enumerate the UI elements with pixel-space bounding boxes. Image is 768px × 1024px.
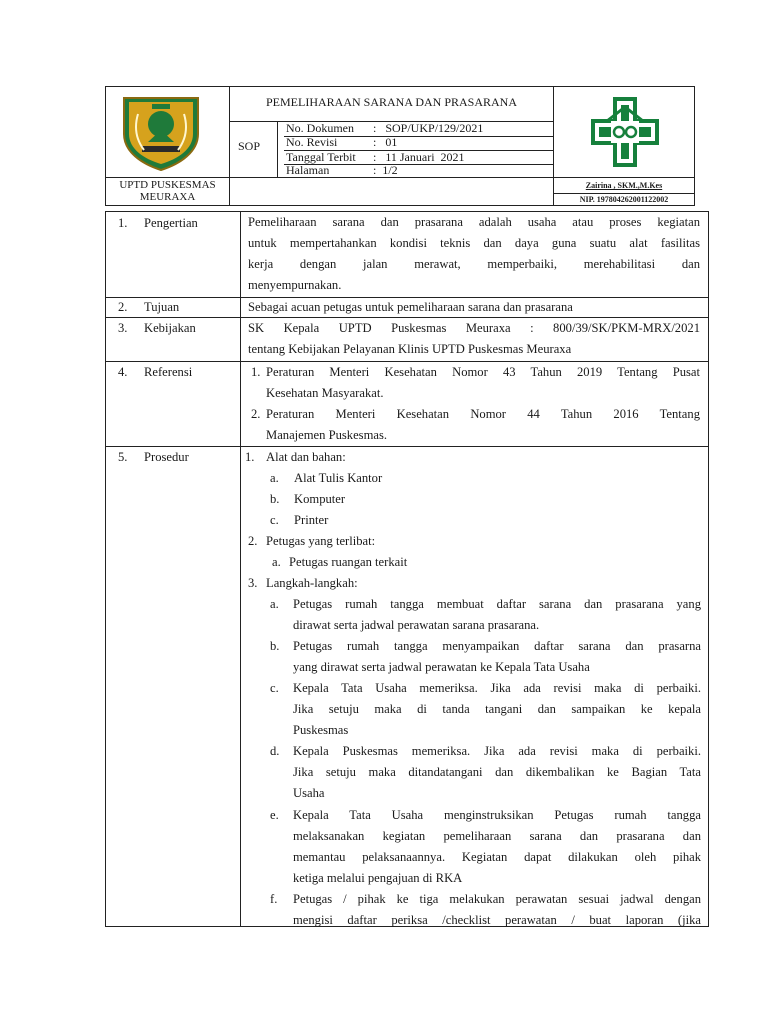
meta-value-tanggal-terbit: : 11 Januari 2021 [373, 150, 465, 164]
row-number-pengertian: 1. [118, 216, 128, 230]
list-item: Printer [294, 513, 329, 527]
row-number-kebijakan: 3. [118, 321, 128, 335]
document-title: PEMELIHARAAN SARANA DAN PRASARANA [265, 95, 518, 109]
prosedur-step-heading: Alat dan bahan: [266, 450, 346, 464]
list-letter: b. [270, 639, 280, 653]
text-line: Kepala Puskesmas memeriksa. Jika ada revisi maka di perbaiki. [293, 744, 701, 758]
langkah-item-e [293, 805, 701, 889]
text-line: kerja dengan jalan merawat, memperbaiki, merehabilitasi dan [248, 257, 700, 271]
signatory-nip: NIP. 197804262001122002 [579, 195, 669, 204]
meta-value-no-dokumen: : SOP/UKP/129/2021 [373, 121, 484, 135]
meta-value-halaman: : 1/2 [373, 164, 398, 177]
row-number-tujuan: 2. [118, 300, 128, 314]
doc-type-label: SOP [238, 139, 261, 153]
list-letter: a. [272, 555, 281, 569]
text-line: Peraturan Menteri Kesehatan Nomor 43 Tahun 2019 Tentang Pusat [266, 365, 700, 379]
text-line: Manajemen Puskesmas. [266, 428, 388, 442]
referensi-item-1 [266, 362, 700, 404]
prosedur-step-number: 3. [248, 576, 258, 590]
langkah-item-a [293, 594, 701, 636]
meta-label-tanggal-terbit: Tanggal Terbit [286, 150, 356, 164]
text-line: Kesehatan Masyarakat. [266, 386, 384, 400]
text-line: Jika setuju maka ditandatangani dan dikembalikan ke Bagian Tata [293, 765, 701, 779]
prosedur-step-number: 1. [245, 450, 255, 464]
meta-value-no-revisi: : 01 [373, 135, 398, 149]
list-item: Petugas ruangan terkait [289, 555, 408, 569]
row-label-prosedur: Prosedur [144, 450, 189, 464]
list-letter: a. [270, 471, 279, 485]
langkah-item-c [293, 678, 701, 741]
list-letter: c. [270, 513, 279, 527]
referensi-item-number: 1. [251, 365, 261, 379]
regional-crest-logo [118, 94, 204, 172]
list-item: Komputer [294, 492, 346, 506]
text-line: Usaha [293, 786, 325, 800]
text-line: tentang Kebijakan Pelayanan Klinis UPTD Puskesmas Meuraxa [248, 342, 572, 356]
kebijakan-text [248, 318, 700, 360]
langkah-item-d [293, 741, 701, 804]
meta-label-no-dokumen: No. Dokumen [286, 121, 354, 135]
pengertian-text [248, 212, 700, 296]
meta-label-halaman: Halaman [286, 164, 330, 177]
prosedur-step-heading: Langkah-langkah: [266, 576, 358, 590]
row-label-pengertian: Pengertian [144, 216, 198, 230]
row-label-tujuan: Tujuan [144, 300, 180, 314]
text-line: SK Kepala UPTD Puskesmas Meuraxa : 800/39/SK/PKM-MRX/2021 [248, 321, 700, 335]
text-line: Peraturan Menteri Kesehatan Nomor 44 Tahun 2016 Tentang [266, 407, 700, 421]
list-letter: a. [270, 597, 279, 611]
list-letter: c. [270, 681, 279, 695]
list-letter: f. [270, 892, 278, 906]
text-line: memantau pelaksanaannya. Kegiatan dapat dilakukan oleh pihak [293, 850, 701, 864]
langkah-item-f [293, 889, 701, 931]
langkah-item-b [293, 636, 701, 678]
text-line: untuk mempertahankan kondisi teknis dan daya guna suatu alat fasilitas [248, 236, 700, 250]
prosedur-step-number: 2. [248, 534, 258, 548]
row-label-kebijakan: Kebijakan [144, 321, 196, 335]
row-label-referensi: Referensi [144, 365, 193, 379]
text-line: Kepala Tata Usaha memeriksa. Jika ada revisi maka di perbaiki. [293, 681, 701, 695]
text-line: melaksanakan kegiatan pemeliharaan sarana dan prasarana dan [293, 829, 701, 843]
list-letter: d. [270, 744, 280, 758]
meta-label-no-revisi: No. Revisi [286, 135, 338, 149]
text-line: Kepala Tata Usaha menginstruksikan Petugas rumah tangga [293, 808, 701, 822]
referensi-item-2 [266, 404, 700, 446]
text-line: menyempurnakan. [248, 278, 342, 292]
text-line: mengisi daftar periksa /checklist perawatan / buat laporan (jika [293, 913, 701, 927]
list-item: Alat Tulis Kantor [294, 471, 383, 485]
text-line: ketiga melalui pengajuan di RKA [293, 871, 463, 885]
text-line: yang dirawat serta jadwal perawatan ke Kepala Tata Usaha [293, 660, 590, 674]
text-line: Petugas rumah tangga menyampaikan daftar sarana dan prasarna [293, 639, 701, 653]
text-line: dirawat serta jadwal perawatan sarana prasarana. [293, 618, 540, 632]
text-line: Jika setuju maka di tanda tangani dan sampaikan ke kepala [293, 702, 701, 716]
tujuan-text: Sebagai acuan petugas untuk pemeliharaan sarana dan prasarana [248, 300, 573, 314]
prosedur-step-heading: Petugas yang terlibat: [266, 534, 376, 548]
list-letter: e. [270, 808, 279, 822]
text-line: Petugas / pihak ke tiga melakukan perawatan sesuai jadwal dengan [293, 892, 701, 906]
text-line: Puskesmas [293, 723, 349, 737]
org-name-line2: MEURAXA [139, 191, 196, 203]
puskesmas-health-logo [585, 95, 665, 171]
org-name-line1: UPTD PUSKESMAS [119, 179, 216, 191]
row-number-prosedur: 5. [118, 450, 128, 464]
row-number-referensi: 4. [118, 365, 128, 379]
list-letter: b. [270, 492, 280, 506]
text-line: Pemeliharaan sarana dan prasarana adalah usaha atau proses kegiatan [248, 215, 700, 229]
text-line: Petugas rumah tangga membuat daftar sarana dan prasarana yang [293, 597, 701, 611]
referensi-item-number: 2. [251, 407, 261, 421]
signatory-name: Zairina , SKM.,M.Kes [585, 181, 663, 190]
